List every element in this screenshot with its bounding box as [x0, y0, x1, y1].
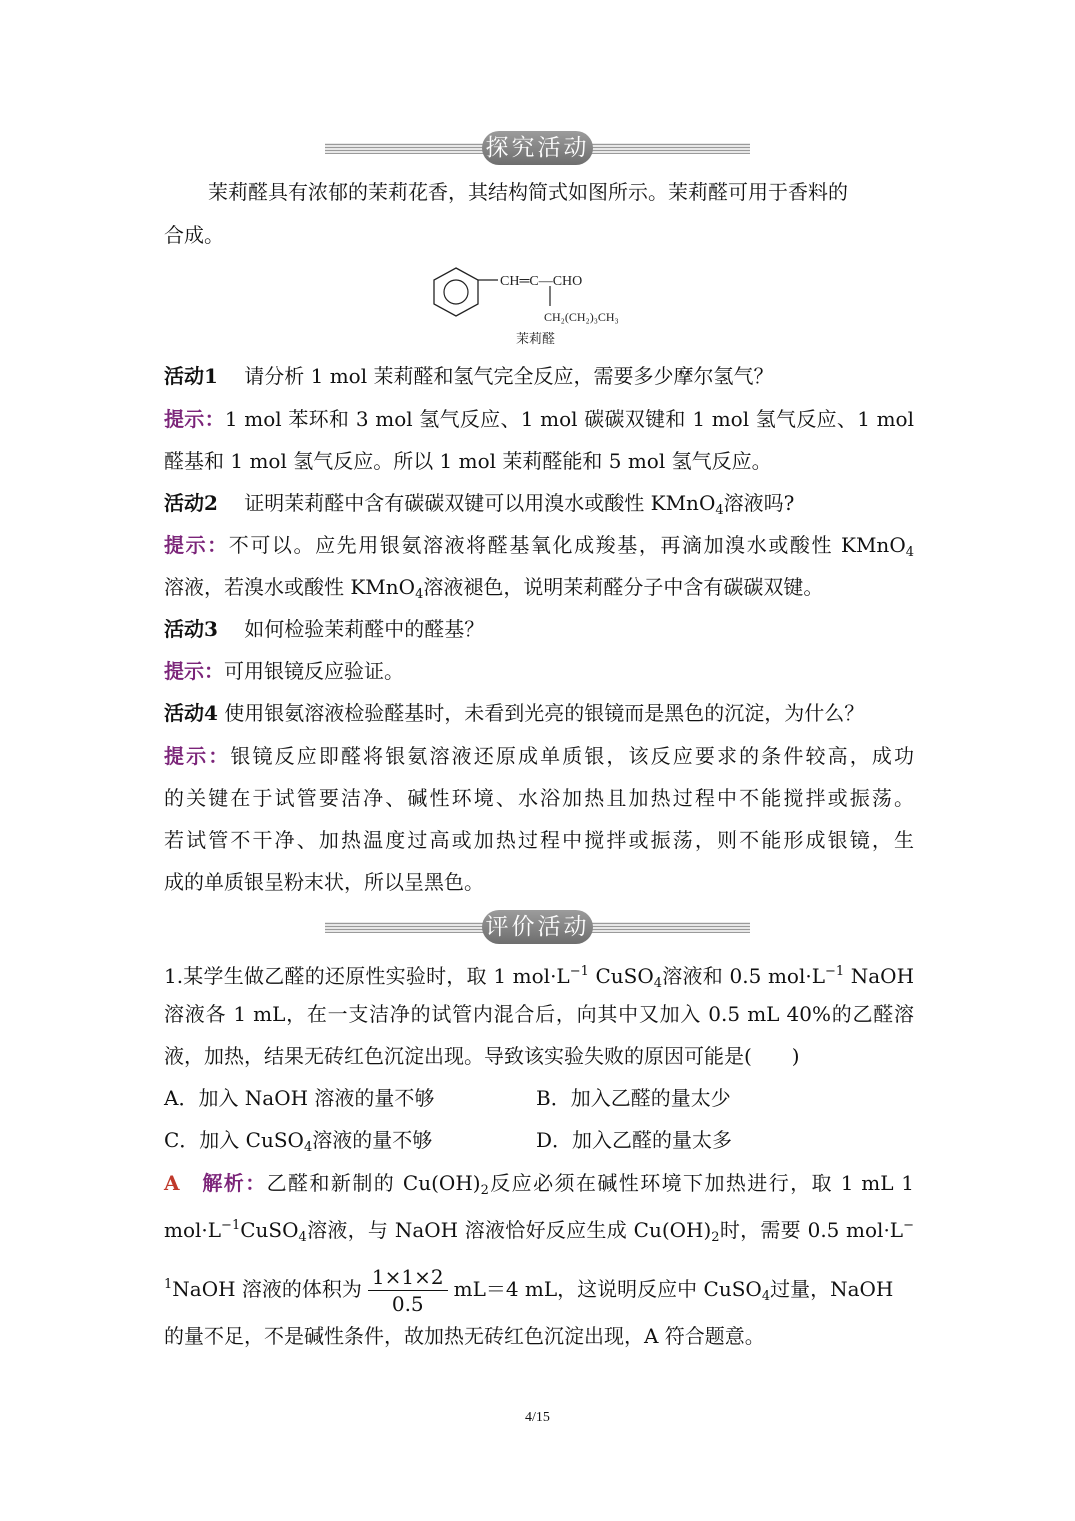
option-text: C．加入 CuSO — [164, 1128, 304, 1152]
solution-text: mL＝4 mL，这说明反应中 CuSO — [453, 1277, 762, 1301]
option-a: A．加入 NaOH 溶液的量不够 — [164, 1086, 435, 1110]
structure-diagram — [430, 262, 660, 350]
hint-text: 可用银镜反应验证。 — [224, 659, 404, 683]
subscript: 4 — [303, 1140, 313, 1155]
section-banner-explore — [325, 131, 750, 167]
subscript: 4 — [715, 503, 724, 518]
activity-text: 证明茉莉醛中含有碳碳双键可以用溴水或酸性 KMnO — [244, 491, 716, 515]
activity-label: 活动1 — [164, 364, 218, 388]
solution-text: mol·L — [164, 1218, 222, 1242]
jasmine-aldehyde-structure — [430, 262, 660, 350]
section-banner-evaluate — [325, 910, 750, 946]
page-number: 4/15 — [525, 1410, 550, 1425]
subscript: 2 — [711, 1230, 720, 1245]
intro-line-2: 合成。 — [164, 223, 224, 247]
superscript: −1 — [221, 1218, 241, 1233]
subscript: 4 — [905, 545, 914, 560]
hint-text: 不可以。应先用银氨溶液将醛基氧化成羧基，再滴加溴水或酸性 KMnO — [228, 533, 906, 557]
hint-2-line-2 — [164, 573, 914, 609]
hint-label: 提示： — [164, 744, 231, 768]
activity-label: 活动4 — [164, 701, 218, 725]
banner-title: 评价活动 — [482, 910, 593, 944]
option-c — [164, 1126, 432, 1162]
fraction — [368, 1264, 448, 1317]
hint-label: 提示： — [164, 659, 224, 683]
activity-2 — [164, 489, 914, 525]
solution-line-3 — [164, 1258, 914, 1324]
activity-text: 使用银氨溶液检验醛基时，未看到光亮的银镜而是黑色的沉淀，为什么？ — [224, 701, 865, 725]
activity-label: 活动3 — [164, 617, 218, 641]
question-1-line-3: 液，加热，结果无砖红色沉淀出现。导致该实验失败的原因可能是( ) — [164, 1044, 800, 1068]
hint-4-line-2: 的关键在于试管要洁净、碱性环境、水浴加热且加热过程中不能搅拌或振荡。 — [164, 786, 914, 810]
superscript: 1 — [164, 1277, 173, 1292]
hint-text-end: 溶液褪色，说明茉莉醛分子中含有碳碳双键。 — [423, 575, 824, 599]
subscript: 2 — [480, 1183, 489, 1198]
hint-4-line-3: 若试管不干净、加热温度过高或加热过程中搅拌或振荡，则不能形成银镜，生 — [164, 828, 914, 852]
hint-label: 提示： — [164, 407, 225, 431]
hint-1-line-2: 醛基和 1 mol 氢气反应。所以 1 mol 茉莉醛能和 5 mol 氢气反应。 — [164, 449, 772, 473]
hint-text: 银镜反应即醛将银氨溶液还原成单质银，该反应要求的条件较高，成功 — [230, 744, 915, 768]
activity-3 — [164, 615, 914, 643]
hint-2-line-1 — [164, 531, 914, 567]
benzene-circle — [444, 280, 468, 304]
option-text-end: 溶液的量不够 — [312, 1128, 433, 1152]
activity-4 — [164, 699, 914, 727]
banner-title: 探究活动 — [482, 131, 593, 165]
intro-line-1: 茉莉醛具有浓郁的茉莉花香，其结构简式如图所示。茉莉醛可用于香料的 — [208, 180, 848, 204]
hint-4-line-1 — [164, 742, 914, 770]
question-text: CuSO — [588, 964, 654, 988]
activity-text: 如何检验茉莉醛中的醛基？ — [244, 617, 485, 641]
solution-text: 反应必须在碱性环境下加热进行，取 1 mL 1 — [488, 1171, 914, 1195]
hint-label: 提示： — [164, 533, 229, 557]
hint-3 — [164, 657, 914, 685]
solution-text: 时，需要 0.5 mol·L — [719, 1218, 904, 1242]
solution-text: CuSO — [240, 1218, 299, 1242]
question-text: 溶液和 0.5 mol·L — [662, 964, 825, 988]
solution-line-4: 的量不足，不是碱性条件，故加热无砖红色沉淀出现，A 符合题意。 — [164, 1324, 765, 1348]
fraction-denominator: 0.5 — [391, 1292, 424, 1316]
solution-text: 溶液，与 NaOH 溶液恰好反应生成 Cu(OH) — [306, 1218, 712, 1242]
hint-4-line-4: 成的单质银呈粉末状，所以呈黑色。 — [164, 870, 484, 894]
solution-text: 乙醛和新制的 Cu(OH) — [266, 1171, 481, 1195]
activity-1 — [164, 362, 914, 390]
fraction-numerator: 1×1×2 — [368, 1264, 448, 1291]
subscript: 4 — [415, 587, 424, 602]
option-d: D．加入乙醛的量太多 — [536, 1128, 733, 1152]
main-chain: CH═C—CHO — [500, 274, 583, 289]
option-b: B．加入乙醛的量太少 — [536, 1086, 731, 1110]
question-text: NaOH — [844, 964, 915, 988]
answer-letter: A — [164, 1171, 180, 1195]
question-1-line-2: 溶液各 1 mL，在一支洁净的试管内混合后，向其中又加入 0.5 mL 40%的乙醛溶 — [164, 1002, 914, 1026]
subscript: 4 — [298, 1230, 307, 1245]
structure-caption: 茉莉醛 — [516, 332, 556, 347]
hint-text: 1 mol 苯环和 3 mol 氢气反应、1 mol 碳碳双键和 1 mol 氢气反应、1 mol — [224, 407, 914, 431]
solution-line-1 — [164, 1169, 914, 1205]
solution-label: 解析： — [202, 1171, 267, 1195]
superscript: −1 — [825, 964, 845, 979]
activity-label: 活动2 — [164, 491, 218, 515]
superscript: −1 — [569, 964, 589, 979]
question-1-line-1 — [164, 958, 914, 998]
question-text: 1.某学生做乙醛的还原性实验时，取 1 mol·L — [164, 964, 570, 988]
activity-text: 请分析 1 mol 茉莉醛和氢气完全反应，需要多少摩尔氢气？ — [244, 364, 774, 388]
subscript: 4 — [653, 976, 663, 991]
hint-text: 溶液，若溴水或酸性 KMnO — [164, 575, 416, 599]
subscript: 4 — [761, 1289, 771, 1304]
hint-1-line-1 — [164, 405, 914, 433]
solution-text: NaOH 溶液的体积为 — [172, 1277, 362, 1301]
solution-line-2 — [164, 1212, 914, 1252]
activity-text-end: 溶液吗? — [723, 491, 795, 515]
benzene-ring — [434, 268, 478, 316]
side-chain: CH₂(CH₂)₃CH₃ — [544, 310, 619, 324]
superscript: − — [903, 1218, 914, 1233]
solution-text: 过量，NaOH — [770, 1277, 894, 1301]
